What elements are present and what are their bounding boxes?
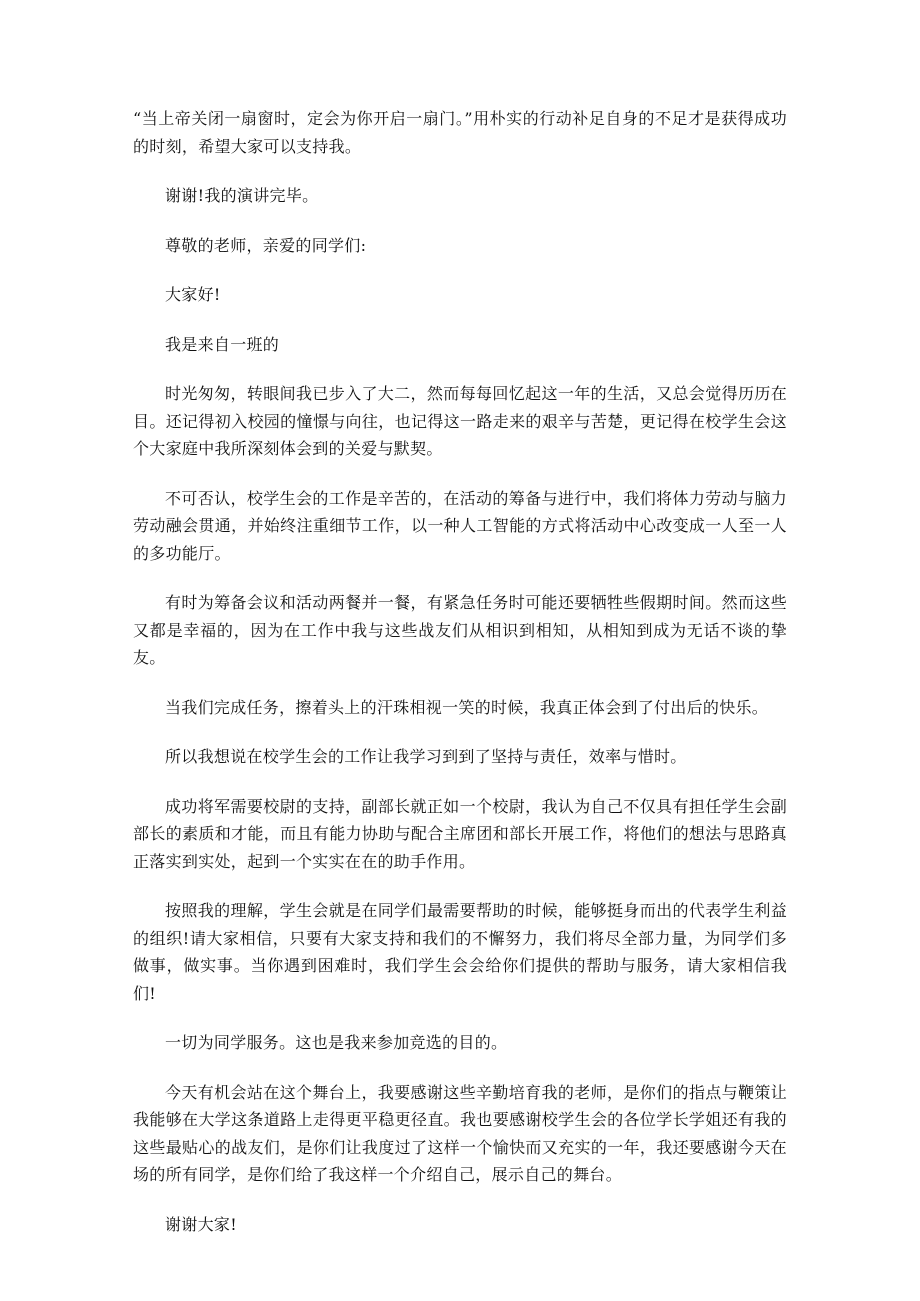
paragraph-quote-conclusion: “当上帝关闭一扇窗时，定会为你开启一扇门。”用朴实的行动补足自身的不足才是获得成功的时刻，希望大家可以支持我。 <box>133 109 787 156</box>
paragraph-gratitude: 今天有机会站在这个舞台上，我要感谢这些辛勤培育我的老师，是你们的指点与鞭策让我能够在大学这条道路上走得更平稳更径直。我也要感谢校学生会的各位学长学姐还有我的这些最贴心的战友们，是你们让我度过了这样一个愉快而又充实的一年，我还要感谢今天在场的所有同学，是你们给了我这样一个介绍自己，展示自己的舞台。 <box>133 1082 787 1184</box>
paragraph-salutation: 尊敬的老师，亲爱的同学们: <box>165 235 367 255</box>
paragraph-vice-minister: 成功将军需要校尉的支持，副部长就正如一个校尉，我认为自己不仅具有担任学生会副部长的素质和才能，而且有能力协助与配合主席团和部长开展工作，将他们的想法与思路真正落实到实处，起到一个实实在在的助手作用。 <box>133 796 787 871</box>
paragraph-thanks-end: 谢谢!我的演讲完毕。 <box>165 186 319 205</box>
paragraph-sacrifice: 有时为筹备会议和活动两餐并一餐，有紧急任务时可能还要牺牲些假期时间。然而这些又都是幸福的，因为在工作中我与这些战友们从相识到相知，从相知到成为无话不谈的挚友。 <box>133 593 787 667</box>
paragraph-lessons: 所以我想说在校学生会的工作让我学习到到了坚持与责任，效率与惜时。 <box>165 747 687 766</box>
paragraph-happiness: 当我们完成任务，擦着头上的汗珠相视一笑的时候，我真正体会到了付出后的快乐。 <box>165 697 769 717</box>
paragraph-greeting: 大家好! <box>165 285 221 304</box>
paragraph-purpose: 一切为同学服务。这也是我来参加竞选的目的。 <box>165 1033 508 1052</box>
paragraph-understanding: 按照我的理解，学生会就是在同学们最需要帮助的时候，能够挺身而出的代表学生利益的组织!请大家相信，只要有大家支持和我们的不懈努力，我们将尽全部力量，为同学们多做事，做实事。当你遇到困难时，我们学生会会给你们提供的帮助与服务，请大家相信我们! <box>133 901 787 1003</box>
paragraph-time-flies: 时光匆匆，转眼间我已步入了大二，然而每每回忆起这一年的生活，又总会觉得历历在目。还记得初入校园的憧憬与向往，也记得这一路走来的艰辛与苦楚，更记得在校学生会这个大家庭中我所深刻体会到的关爱与默契。 <box>133 384 787 458</box>
paragraph-thanks-all: 谢谢大家! <box>165 1214 237 1234</box>
paragraph-self-intro: 我是来自一班的 <box>165 334 280 354</box>
document-body <box>133 105 787 1260</box>
paragraph-hard-work: 不可否认，校学生会的工作是辛苦的，在活动的筹备与进行中，我们将体力劳动与脑力劳动融会贯通，并始终注重细节工作，以一种人工智能的方式将活动中心改变成一人至一人的多功能厅。 <box>133 488 787 563</box>
